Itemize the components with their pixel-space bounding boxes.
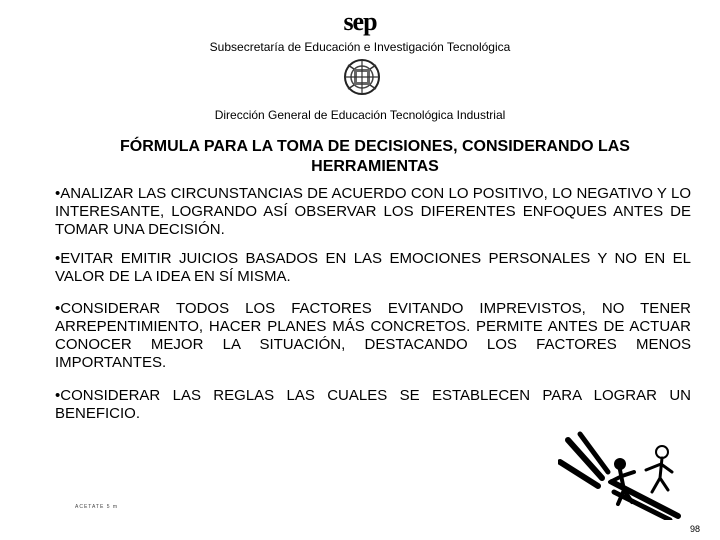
direccion-heading: Dirección General de Educación Tecnológica Industrial bbox=[214, 108, 506, 122]
people-walking-clipart-icon bbox=[558, 420, 690, 520]
page-number: 98 bbox=[690, 524, 701, 534]
institution-seal-icon bbox=[340, 55, 384, 99]
sep-logo: sep bbox=[343, 7, 377, 36]
bullet-item: •CONSIDERAR LAS REGLAS LAS CUALES SE ESTABLECEN PARA LOGRAR UN BENEFICIO. bbox=[55, 387, 691, 422]
subsecretaria-heading: Subsecretaría de Educación e Investigación Tecnológica bbox=[209, 40, 511, 54]
page-title: FÓRMULA PARA LA TOMA DE DECISIONES, CONSIDERANDO LAS HERRAMIENTAS bbox=[120, 138, 630, 175]
bullet-item: •ANALIZAR LAS CIRCUNSTANCIAS DE ACUERDO CON LO POSITIVO, LO NEGATIVO Y LO INTERESANTE, LOGRANDO ASÍ OBSERVAR LOS DIFERENTES ENFOQUES ANTES DE TOMAR UNA DECISIÓN. bbox=[55, 185, 691, 238]
bullet-item: •EVITAR EMITIR JUICIOS BASADOS EN LAS EMOCIONES PERSONALES Y NO EN EL VALOR DE LA IDEA EN SÍ MISMA. bbox=[55, 250, 691, 285]
bullet-item: •CONSIDERAR TODOS LOS FACTORES EVITANDO IMPREVISTOS, NO TENER ARREPENTIMIENTO, HACER PLANES MÁS CONCRETOS. PERMITE ANTES DE ACTUAR CONOCER MEJOR LA SITUACIÓN, DESTACANDO LOS FACTORES MENOS IMPORTANTES. bbox=[55, 300, 691, 371]
reference-code: ACETATE 5 m bbox=[75, 504, 119, 510]
bullet-list bbox=[55, 185, 691, 437]
